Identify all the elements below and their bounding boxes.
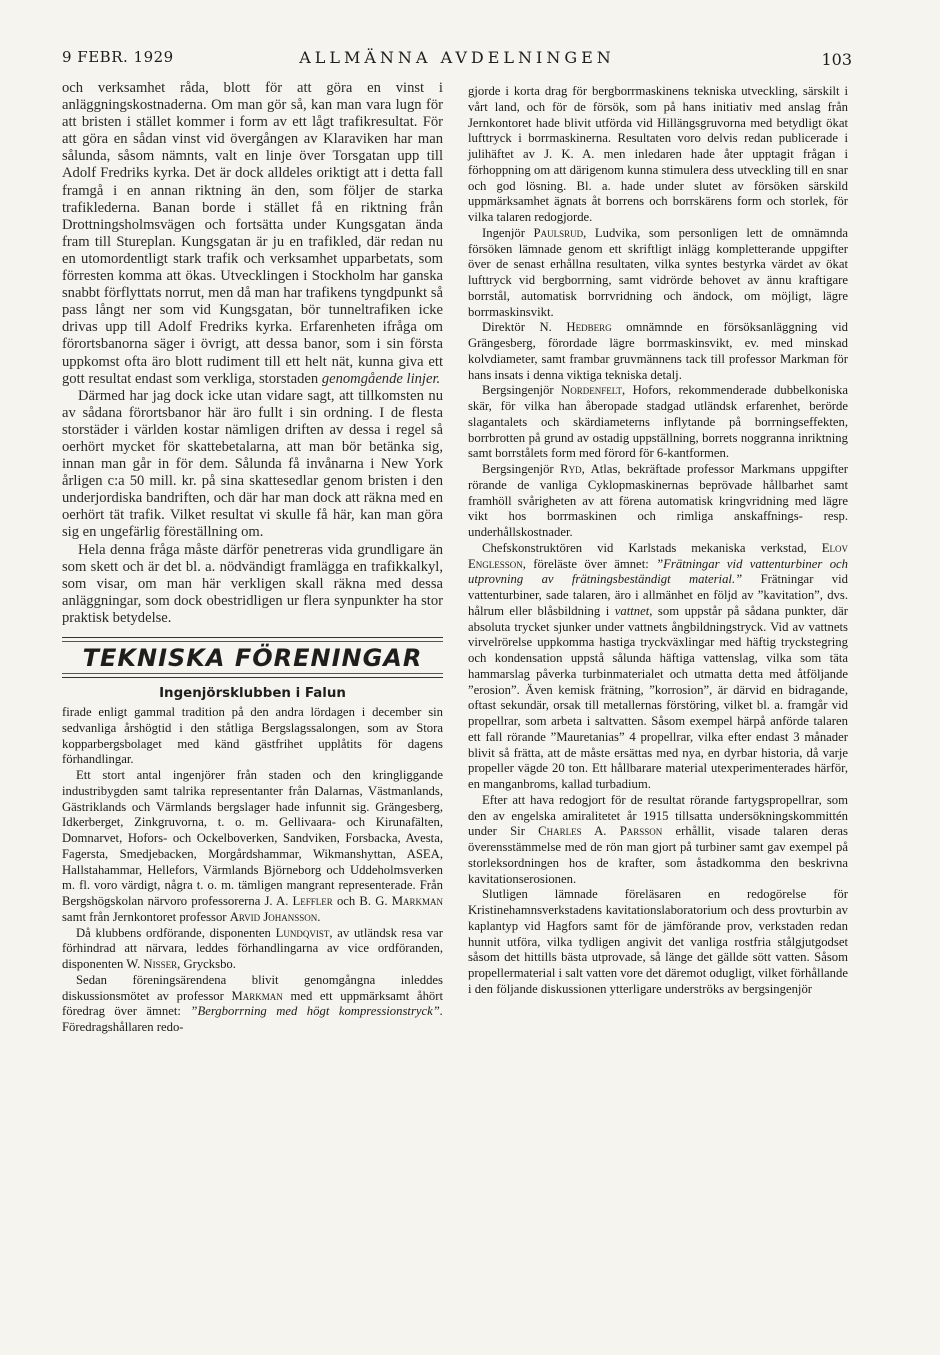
lecture-title: ”Frätningar vid vattenturbiner och utprovning av frätningsbeständigt material.” <box>468 556 849 587</box>
person-name: Nordenfelt, <box>561 383 626 398</box>
lecture-title: ”Bergborrning med högt kompressionstryck”. <box>190 1004 444 1019</box>
paragraph: Chefskonstruktören vid Karlstads mekaniska verkstad, Elov Englesson, föreläste över ämnet: ”Frätningar vid vattenturbiner och utprovning av frätningsbeständigt material.” Frätningar vid vattenturbiner, sade talaren, äro i allmänhet en följd av ”kavitation”, dvs. hålrum eller blåsbildning i vattnet, som uppstår på sådana punkter, där absoluta trycket sjunker under vattnets ångbildningstryck. Vid av vattnets virvelrörelse uppkomma hastiga tryckväxlingar med häftig tryckstegring och kondensation uppstå sålunda häftiga vattenslag, vilka som täta hammarslag påverka turbinmaterialet och utmatta detta med åtföljande ”erosion”. Även kemisk frätning, ”korrosion”, är därvid en bidragande, oftast sekundär, orsak till metallernas förstöring, vilket bl. a. framgår vid propellrar, som arbeta i saltvatten. Såsom exempel härpå anförde talaren ett fall rörande ”Mauretanias” 4 propellrar, vilka efter endast 3 månader blivit så frätta, att de måste ersättas med nya, en dyrbar historia, då varje propeller vägde 20 ton. Ett hållbarare material utexperimenterades härför, en manganbroms, kallad turbadium. <box>468 540 849 791</box>
paragraph: Ingenjör Paulsrud, Ludvika, som personligen lett de omnämnda försöken lämnade genom ett skriftligt inlägg kompletterande uppgifter över de senast erhållna resultaten, vilka syntes bestyrka värdet av ökat lufttryck vid bergborrning, samt vidrörde behovet av ännu kraftigare borrstål, automatisk borrvridning och ändock, om möjligt, lägre borrmaskinsvikt. <box>468 225 848 319</box>
paragraph: gjorde i korta drag för bergborrmaskinens tekniska utveckling, särskilt i vårt land, och för de försök, som på hans initiativ med anslag från Jernkontoret hade blivit utförda vid Hillängsgruvorna med betydligt ökat lufttryck i borrmaskinerna. Resultaten voro delvis redan publicerade i julihäftet av J. K. A. men inledaren hade åter upptagit frågan i förhoppning om att därigenom kunna stimulera dess utveckling till en snar och god lösning. Bl. a. hade under slutet av försöken särskild uppmärksamhet ägnats åt borrens och borrskärens form och storlek, för vilka talaren redogjorde. <box>468 84 848 224</box>
article-continuation <box>62 80 443 627</box>
person-name: Leffler <box>292 894 333 908</box>
person-name: Ryd, <box>560 462 585 476</box>
person-name: Markman <box>391 894 443 908</box>
person-name: Arvid Johansson. <box>229 909 321 924</box>
paragraph: Direktör N. Hedberg omnämnde en försöksanläggning vid Grängesberg, förordade lägre borrmaskinsvikt, ev. med minskad kolvdiameter, samt frambar gruvmännens tack till professor Markman för hans insats i denna viktiga tekniska detalj. <box>468 320 849 382</box>
section-banner <box>62 637 443 678</box>
paragraph: Slutligen lämnade föreläsaren en redogörelse för Kristinehamnsverkstadens kavitationslaboratorium och dess provturbin av kaplantyp vid Hagfors samt för de jämförande prov, verkstaden redan hunnit utföra, vilka tydligen angivit det vanliga rostfria stålgjutgodset såsom det hittills bästa utprovade, så länge det gällde sött vatten. Såsom propellermaterial i salt vatten vore det däremot odugligt, vilket förhållande i den följande diskussionen ytterligare underströks av bergsingenjör <box>468 887 848 996</box>
issue-date: 9 FEBR. 1929 <box>62 48 174 66</box>
club-heading: Ingenjörsklubben i Falun <box>159 686 346 701</box>
page-number: 103 <box>821 50 852 69</box>
emphasis: vattnet, <box>614 603 653 618</box>
right-column <box>468 84 848 998</box>
person-name: Paulsrud, <box>533 225 587 240</box>
club-report <box>62 705 443 1036</box>
paragraph: Därmed har jag dock icke utan vidare sagt, att tillkomsten nu av sådana förortsbanor här äro fullt i sin ordning. I de flesta storstäder i världen kostar nämligen driften av dessa i regel så oerhört mycket för skattebetalarna, att man bör betänka sig, innan man går in för dem. Sålunda få invånarna i New York årligen c:a 50 mill. kr. på sina skattesedlar genom bristen i den underjordiska bandriften, och där har man dock att räkna med en oerhört tät trafik. Vilket resultat vi skulle få här, kan man göra sig en ungefärlig föreställning om. <box>62 387 443 541</box>
person-name: Lundqvist, <box>275 925 333 940</box>
section-header: ALLMÄNNA AVDELNINGEN <box>299 48 615 67</box>
person-name: Elov Englesson, <box>468 540 848 571</box>
paragraph: Bergsingenjör Ryd, Atlas, bekräftade professor Markmans uppgifter rörande de vanliga Cyklopmaskinernas beprövade hållbarhet samt framhöll svårigheten av att förena automatisk kringvridning med lägre vikt hos borrmaskinen och rimliga anskaffnings- resp. underhållskostnader. <box>468 462 849 539</box>
section-title: TEKNISKA FÖRENINGAR <box>82 644 423 672</box>
person-name: Hedberg <box>566 320 612 335</box>
person-name: Markman <box>231 988 283 1003</box>
paragraph: och verksamhet råda, blott för att göra en vinst i anläggningskostnaderna. Om man gör så, kan man vara lugn för att bristen i stället kommer i form av ett lågt trafikresultat. För att göra en sådan vinst vid övergången av Klaraviken har man sålunda, såsom nämnts, valt en linje över Torsgatan upp till Adolf Fredriks kyrka. Det är dock alldeles oriktigt att i detta fall framgå i en annan riktning än den, som följer de starka trafiklederna. Banan borde i stället få en riktning från Drottningsholmsvägen och fortsätta under Kungsgatan ända fram till Stureplan. Kungsgatan är ju en trafikled, där redan nu en utomordentligt stark trafik och verksamhet upparbetats, som förresten komma att ökas. Utvecklingen i Stockholm har ganska snabbt förflyttats norrut, men då man har trafikens tyngdpunkt så pass långt ner som vid Kungsgatan, bör tunneltrafiken icke drivas upp till Adolf Fredriks kyrka. Erfarenheten ifråga om förortsbanorna säger i övrigt, att dessa banor, som i sin första uppkomst ofta äro blott rudiment till ett helt nät, kunna giva ett gott resultat endast som verkliga, storstaden genomgående linjer. <box>62 80 443 387</box>
paragraph: Då klubbens ordförande, disponenten Lundqvist, av utländsk resa var förhindrad att närvara, leddes förhandlingarna av vice ordföranden, disponenten W. Nisser, Grycksbo. <box>62 925 444 971</box>
person-name: Nisser, <box>143 957 181 971</box>
paragraph: firade enligt gammal tradition på den andra lördagen i december sin sedvanliga årshögtid i den ståtliga Bergslagssalongen, som av Stora kopparbergsbolaget med känd gästfrihet upplåtits för dagens förhandlingar. <box>62 705 443 767</box>
paragraph: Bergsingenjör Nordenfelt, Hofors, rekommenderade dubbelkoniska skär, för vilka han åberopade stadgad utländsk erfarenhet, berörde slagantalets och skärdiameterns inflytande på borrningseffekten, borrbrotten på grund av ostadig uppställning, borrets noggranna inriktning samt borrstålets form med förord för 6-kantformen. <box>468 383 849 461</box>
person-name: Charles A. Parsson <box>538 824 663 839</box>
paragraph: Efter att hava redogjort för de resultat rörande fartygspropellrar, som den av engelska amiralitetet år 1915 tillsatta undersökningskommittén under Sir Charles A. Parsson erhållit, visade talaren deras överensstämmelse med de rön man gjort på turbiner samt gav exempel på storleksordningen hos de krafter, som åstadkomma den beskrivna kavitationserosionen. <box>468 792 848 886</box>
paragraph: Sedan föreningsärendena blivit genomgångna inleddes diskussionsmötet av professor Markman med ett uppmärksamt åhört föredrag över ämnet: ”Bergborrning med högt kompressionstryck”. Föredragshållaren redo- <box>62 972 444 1034</box>
paragraph: Hela denna fråga måste därför penetreras vida grundligare än som skett och är det bl. a. nödvändigt framlägga en trafikkalkyl, som visar, om man här verkligen skall räkna med dessa anläggningar, som dock obestridligen ur flera synpunkter ha stor praktisk betydelse. <box>62 541 443 626</box>
emphasis: genomgående linjer. <box>321 370 441 387</box>
left-column <box>62 80 443 1036</box>
page-header <box>62 46 852 70</box>
paragraph: Ett stort antal ingenjörer från staden och den kringliggande industribygden samt talrika representanter från Dalarnas, Västmanlands, Gästriklands och Värmlands bergslager hade infunnit sig. Grängesberg, Idkerberget, Zinkgruvorna, t. o. m. Gellivaara- och Kirunafälten, Domnarvet, Hofors- och Ockelboverken, Sandviken, Forsbacka, Avesta, Fagersta, Smedjebacken, Morgårdshammar, Wikmanshyttan, ASEA, Hallstahammar, Hellefors, Värmlands Björneborg och Uddeholmsverken m. fl. voro värdigt, några t. o. m. tämligen mangrant representerade. Från Bergshögskolan närvoro professorerna J. A. Leffler och B. G. Markman samt från Jernkontoret professor Arvid Johansson. <box>62 768 443 924</box>
